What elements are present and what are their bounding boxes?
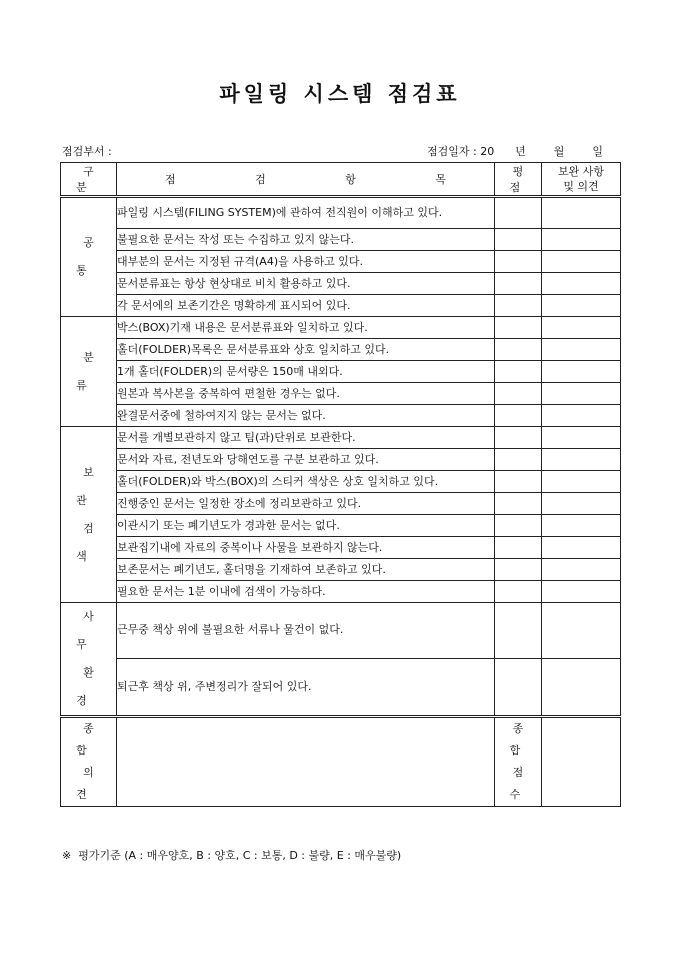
checklist-item: 퇴근후 책상 위, 주변정리가 잘되어 있다. [117, 658, 495, 716]
checklist-item: 파일링 시스템(FILING SYSTEM)에 관하여 전직원이 이해하고 있다. [117, 197, 495, 229]
header-note-line2: 및 의견 [563, 180, 599, 193]
header-score: 평 점 [495, 163, 542, 197]
score-field[interactable] [495, 471, 542, 493]
section-label-line1: 보 관 [76, 465, 108, 507]
score-field[interactable] [495, 383, 542, 405]
score-field[interactable] [495, 493, 542, 515]
note-field[interactable] [542, 603, 621, 659]
note-field[interactable] [542, 515, 621, 537]
page-title: 파일링 시스템 점검표 [219, 81, 461, 106]
checklist-row [61, 427, 621, 449]
evaluation-criteria-note: ※ 평가기준 (A : 매우양호, B : 양호, C : 보통, D : 불량, E : 매우불량) [62, 849, 402, 862]
checklist-item: 문서를 개별보관하지 않고 팀(과)단위로 보관한다. [117, 427, 495, 449]
score-field[interactable] [495, 229, 542, 251]
total-opinion-label-line1: 종 합 [76, 722, 108, 757]
header-note-line1: 보완 사항 [557, 165, 604, 178]
header-category: 구 분 [61, 163, 117, 197]
section-label [61, 197, 117, 317]
checklist-row [61, 471, 621, 493]
score-field[interactable] [495, 449, 542, 471]
score-field[interactable] [495, 339, 542, 361]
note-field[interactable] [542, 383, 621, 405]
date-label: 점검일자 : 20 년 월 일 [427, 145, 604, 158]
checklist-row [61, 581, 621, 603]
note-field[interactable] [542, 251, 621, 273]
checklist-item: 문서분류표는 항상 현상대로 비치 활용하고 있다. [117, 273, 495, 295]
score-field[interactable] [495, 361, 542, 383]
note-field[interactable] [542, 339, 621, 361]
checklist-row [61, 537, 621, 559]
score-field[interactable] [495, 515, 542, 537]
note-field[interactable] [542, 405, 621, 427]
checklist-item: 각 문서에의 보존기간은 명확하게 표시되어 있다. [117, 295, 495, 317]
checklist-row [61, 515, 621, 537]
total-score-label-line2: 점 수 [509, 766, 530, 801]
note-field[interactable] [542, 449, 621, 471]
note-field[interactable] [542, 537, 621, 559]
section-label-line2: 환 경 [76, 666, 108, 707]
checklist-item: 보존문서는 폐기년도, 홀더명을 기재하여 보존하고 있다. [117, 559, 495, 581]
total-opinion-label-line2: 의 견 [76, 766, 108, 801]
header-item: 점 검 항 목 [117, 163, 495, 197]
total-score-field[interactable] [542, 717, 621, 807]
score-field[interactable] [495, 273, 542, 295]
note-field[interactable] [542, 658, 621, 716]
note-field[interactable] [542, 361, 621, 383]
section-label-line1: 사 무 [76, 610, 108, 651]
checklist-row [61, 251, 621, 273]
checklist-row [61, 295, 621, 317]
checklist-row [61, 273, 621, 295]
checklist-item: 대부분의 문서는 지정된 규격(A4)을 사용하고 있다. [117, 251, 495, 273]
score-field[interactable] [495, 537, 542, 559]
checklist-item: 진행중인 문서는 일정한 장소에 정리보관하고 있다. [117, 493, 495, 515]
total-score-label [495, 717, 542, 807]
header-note [542, 163, 621, 197]
checklist-row [61, 493, 621, 515]
checklist-row [61, 339, 621, 361]
section-label [61, 317, 117, 427]
note-field[interactable] [542, 493, 621, 515]
checklist-item: 홀더(FOLDER)와 박스(BOX)의 스티커 색상은 상호 일치하고 있다. [117, 471, 495, 493]
note-field[interactable] [542, 559, 621, 581]
score-field[interactable] [495, 658, 542, 716]
checklist-item: 박스(BOX)기재 내용은 문서분류표와 일치하고 있다. [117, 317, 495, 339]
note-field[interactable] [542, 229, 621, 251]
note-field[interactable] [542, 295, 621, 317]
section-label-line2: 검 색 [76, 521, 108, 563]
checklist-item: 문서와 자료, 전년도와 당해연도를 구분 보관하고 있다. [117, 449, 495, 471]
checklist-row [61, 317, 621, 339]
total-opinion-field[interactable] [117, 717, 495, 807]
checklist-body [61, 197, 621, 717]
checklist-item: 홀더(FOLDER)목록은 문서분류표와 상호 일치하고 있다. [117, 339, 495, 361]
score-field[interactable] [495, 295, 542, 317]
score-field[interactable] [495, 317, 542, 339]
score-field[interactable] [495, 197, 542, 229]
section-label [61, 427, 117, 603]
note-field[interactable] [542, 471, 621, 493]
dept-label: 점검부서 : [62, 145, 112, 158]
checklist-item: 불필요한 문서는 작성 또는 수집하고 있지 않는다. [117, 229, 495, 251]
checklist-row [61, 361, 621, 383]
checklist-item: 보관집기내에 자료의 중복이나 사물을 보관하지 않는다. [117, 537, 495, 559]
checklist-item: 이관시기 또는 폐기년도가 경과한 문서는 없다. [117, 515, 495, 537]
note-field[interactable] [542, 273, 621, 295]
note-field[interactable] [542, 317, 621, 339]
checklist-item: 근무중 책상 위에 불필요한 서류나 물건이 없다. [117, 603, 495, 659]
total-row [61, 717, 621, 807]
checklist-row [61, 559, 621, 581]
note-field[interactable] [542, 581, 621, 603]
checklist-row [61, 603, 621, 659]
checklist-item: 원본과 복사본을 중복하여 편철한 경우는 없다. [117, 383, 495, 405]
checklist-item: 1개 홀더(FOLDER)의 문서량은 150매 내외다. [117, 361, 495, 383]
checklist-item: 필요한 문서는 1분 이내에 검색이 가능하다. [117, 581, 495, 603]
checklist-row [61, 383, 621, 405]
score-field[interactable] [495, 559, 542, 581]
score-field[interactable] [495, 251, 542, 273]
checklist-row [61, 449, 621, 471]
checklist-row [61, 405, 621, 427]
section-label [61, 603, 117, 717]
section-label-line1: 분 류 [76, 350, 108, 392]
checklist-item: 완결문서중에 철하여지지 않는 문서는 없다. [117, 405, 495, 427]
checklist-table [60, 162, 621, 807]
total-opinion-label [61, 717, 117, 807]
score-field[interactable] [495, 581, 542, 603]
checklist-row [61, 229, 621, 251]
note-field[interactable] [542, 197, 621, 229]
note-field[interactable] [542, 427, 621, 449]
checklist-row [61, 658, 621, 716]
checklist-row [61, 197, 621, 229]
score-field[interactable] [495, 427, 542, 449]
total-score-label-line1: 종 합 [509, 722, 530, 757]
section-label-line1: 공 통 [76, 236, 108, 277]
score-field[interactable] [495, 603, 542, 659]
score-field[interactable] [495, 405, 542, 427]
